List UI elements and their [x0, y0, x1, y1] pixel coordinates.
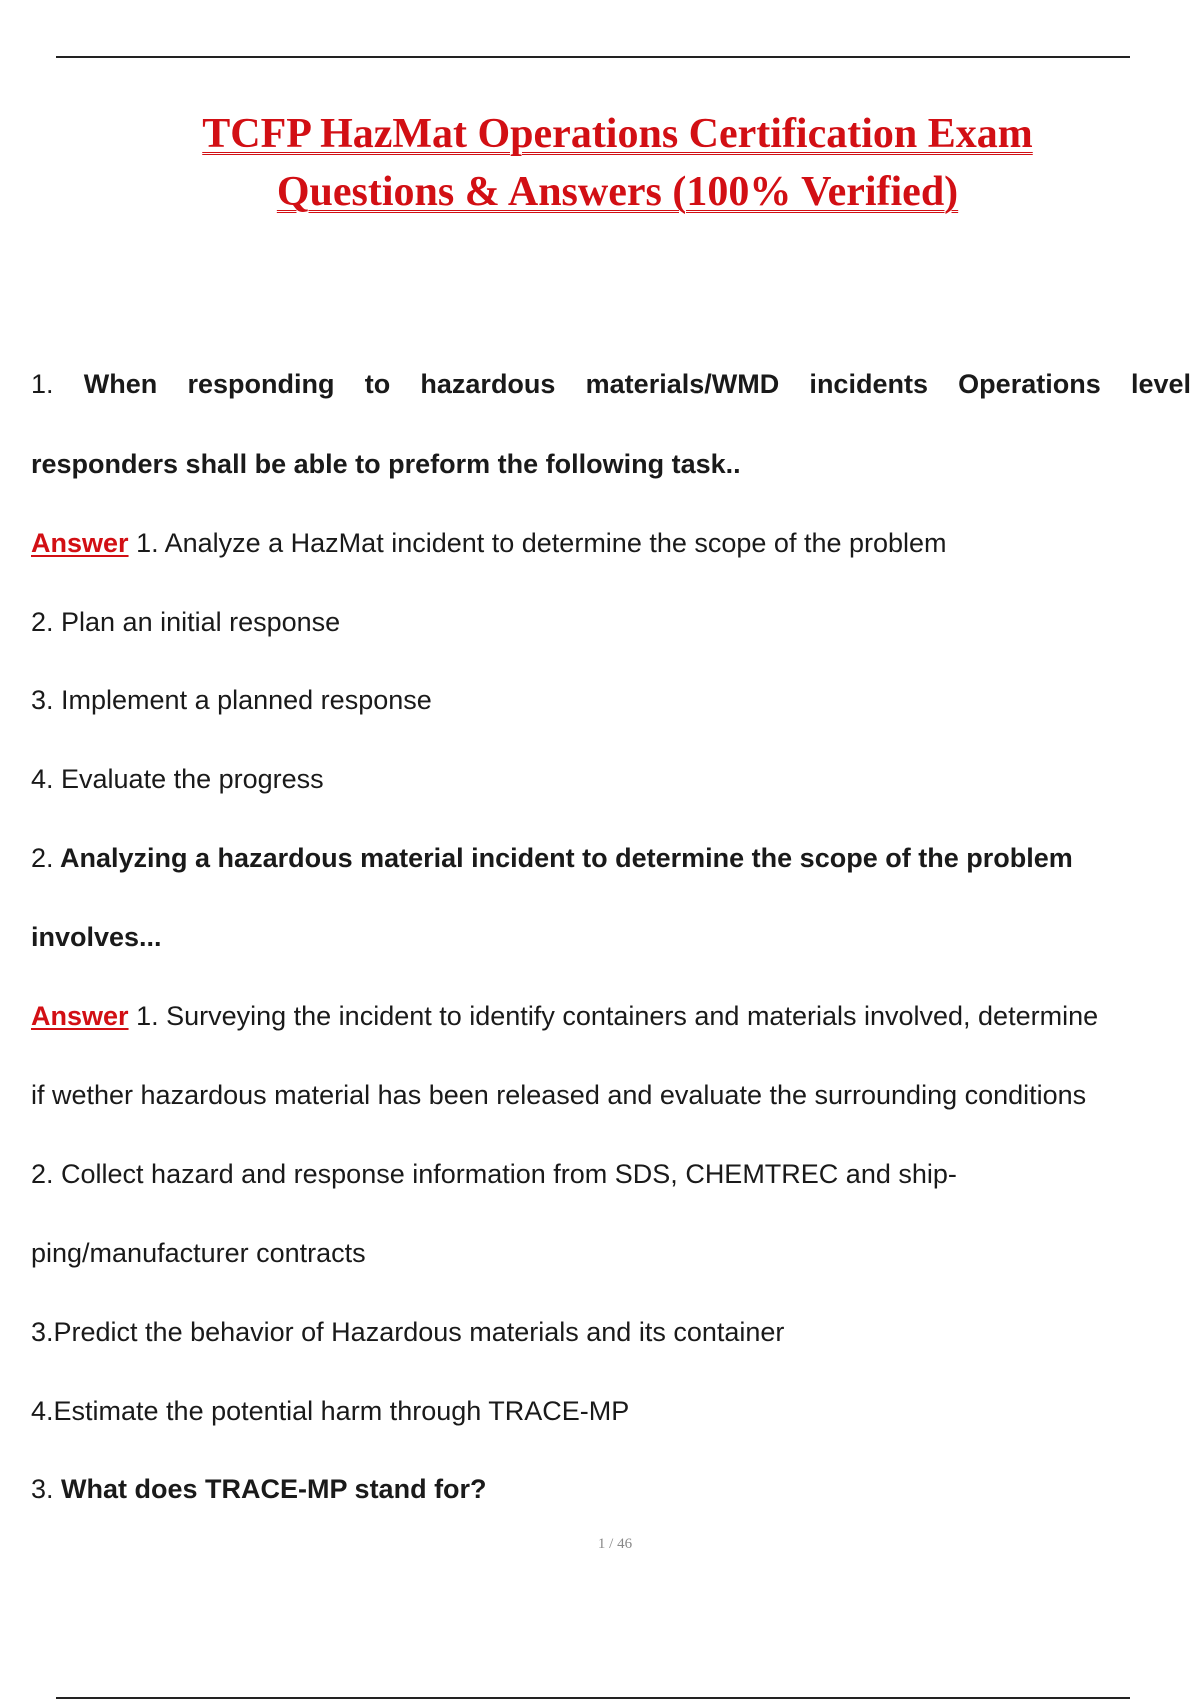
answer-1-line-4: 4. Evaluate the progress	[31, 764, 324, 794]
answer-1-label: Answer	[31, 528, 129, 558]
question-2-line-2: involves...	[31, 922, 162, 952]
question-1-line-1	[31, 367, 1191, 401]
question-2-text-1: Analyzing a hazardous material incident to determine the scope of the problem	[60, 843, 1073, 873]
question-1-number: 1.	[31, 369, 54, 399]
answer-1-line-1	[31, 526, 1191, 560]
answer-1-line-2: 2. Plan an initial response	[31, 607, 341, 637]
top-rule	[56, 56, 1130, 58]
question-3-text-1: What does TRACE-MP stand for?	[61, 1474, 487, 1504]
question-2-line-1	[31, 841, 1191, 875]
question-1-line-2: responders shall be able to preform the following task..	[31, 449, 741, 479]
document-title	[0, 105, 1200, 221]
answer-2-line-4: ping/manufacturer contracts	[31, 1238, 366, 1268]
title-line-2: Questions & Answers (100% Verified)	[276, 169, 959, 215]
answer-2-line-1	[31, 999, 1191, 1033]
answer-1-line-3: 3. Implement a planned response	[31, 685, 432, 715]
page-number: 1 / 46	[597, 1536, 633, 1552]
question-3-line-1	[31, 1472, 1191, 1506]
answer-2-line-5: 3.Predict the behavior of Hazardous materials and its container	[31, 1317, 785, 1347]
title-line-1: TCFP HazMat Operations Certification Exam	[202, 111, 1033, 157]
answer-2-line-3: 2. Collect hazard and response information from SDS, CHEMTREC and ship-	[31, 1159, 957, 1189]
answer-2-line-2: if wether hazardous material has been released and evaluate the surrounding conditions	[31, 1080, 1087, 1110]
bottom-rule	[56, 1697, 1130, 1699]
answer-2-line-6: 4.Estimate the potential harm through TRACE-MP	[31, 1396, 630, 1426]
question-3-number: 3.	[31, 1474, 54, 1504]
question-2-number: 2.	[31, 843, 54, 873]
answer-2-label: Answer	[31, 1001, 129, 1031]
answer-1-text-1: 1. Analyze a HazMat incident to determine the scope of the problem	[136, 528, 947, 558]
answer-2-text-1: 1. Surveying the incident to identify containers and materials involved, determine	[136, 1001, 1099, 1031]
question-1-text-1: When responding to hazardous materials/WMD incidents Operations level	[83, 369, 1191, 399]
